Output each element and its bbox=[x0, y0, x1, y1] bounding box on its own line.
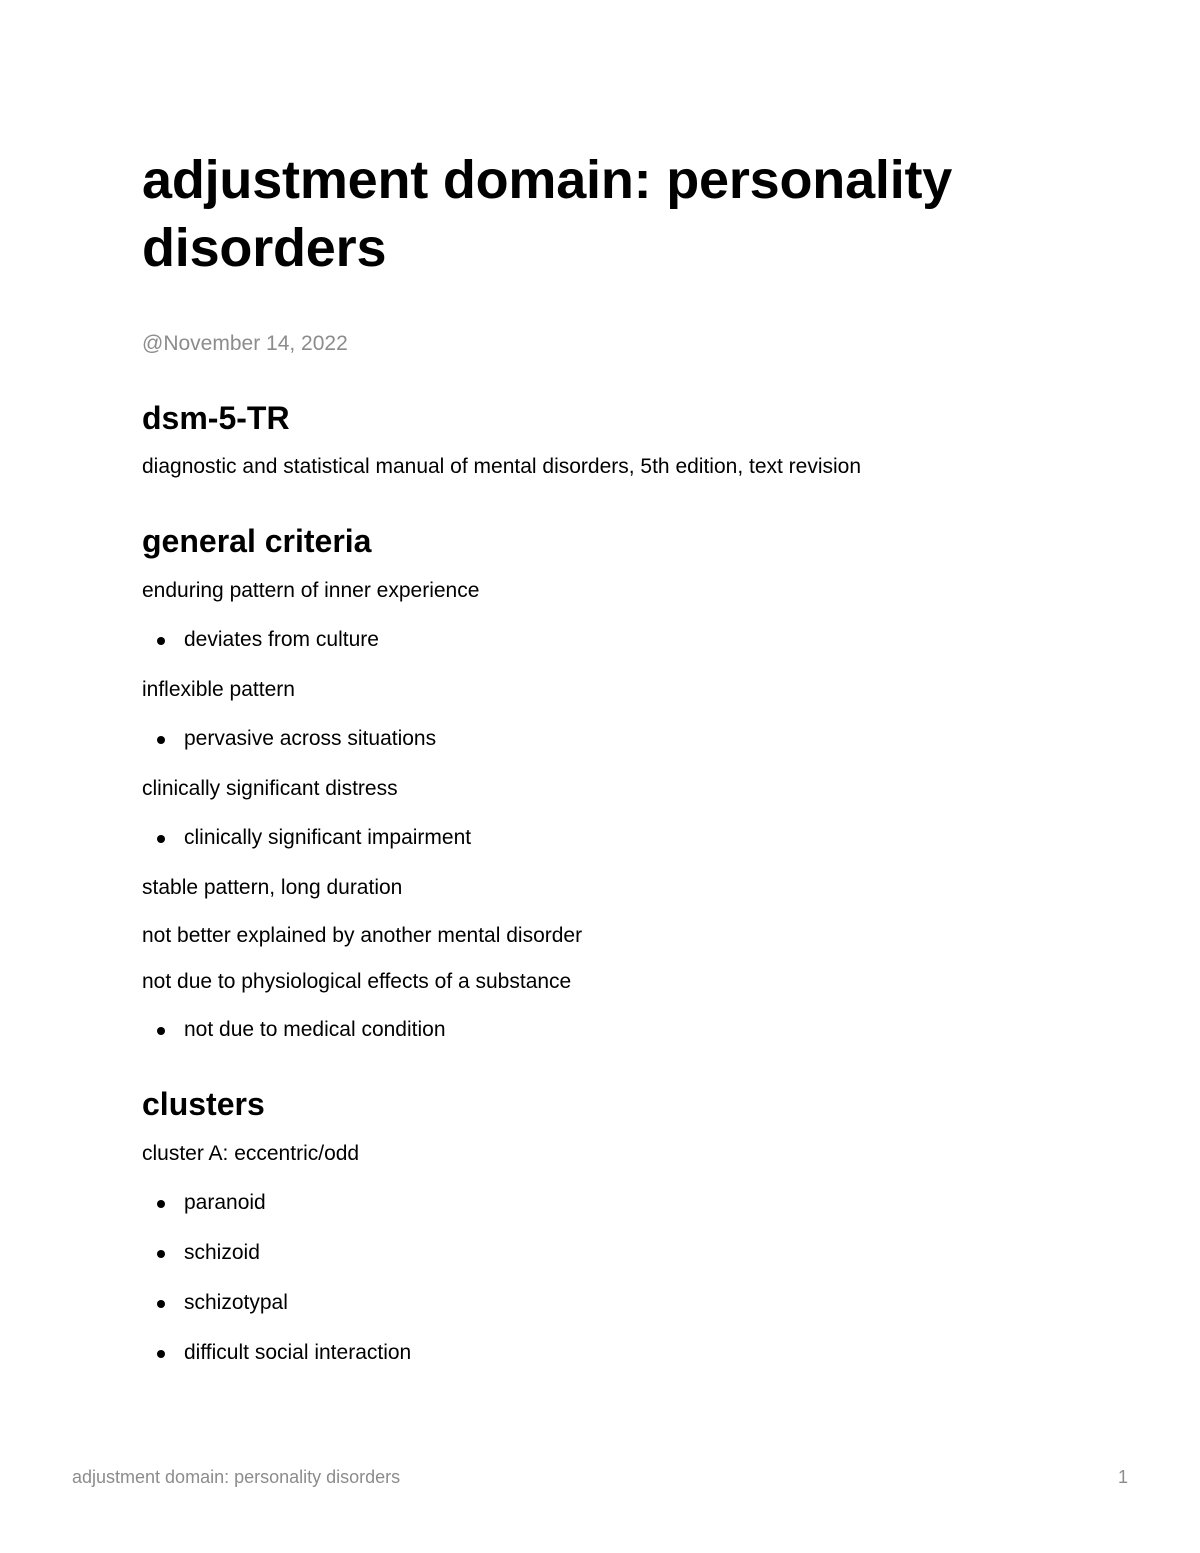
heading-general-criteria: general criteria bbox=[142, 523, 372, 559]
criteria-text: not due to physiological effects of a substance bbox=[142, 970, 572, 993]
bullet-icon bbox=[157, 637, 165, 645]
bullet-icon bbox=[157, 835, 165, 843]
bullet-icon bbox=[157, 1250, 165, 1258]
footer-title: adjustment domain: personality disorders bbox=[72, 1467, 401, 1487]
page-number: 1 bbox=[1117, 1467, 1128, 1487]
list-item bbox=[184, 1289, 288, 1317]
bullet-icon bbox=[157, 736, 165, 744]
bullet-icon bbox=[157, 1300, 165, 1308]
list-item bbox=[184, 725, 436, 753]
bullet-icon bbox=[157, 1027, 165, 1035]
list-item-text: clinically significant impairment bbox=[184, 826, 472, 849]
list-item bbox=[184, 1189, 266, 1217]
page-date: @November 14, 2022 bbox=[142, 332, 348, 355]
criteria-text: inflexible pattern bbox=[142, 678, 295, 701]
heading-clusters: clusters bbox=[142, 1086, 265, 1122]
criteria-text: stable pattern, long duration bbox=[142, 876, 403, 899]
criteria-text: enduring pattern of inner experience bbox=[142, 579, 480, 602]
list-item bbox=[184, 824, 471, 852]
bullet-icon bbox=[157, 1200, 165, 1208]
list-item-text: paranoid bbox=[184, 1191, 266, 1214]
criteria-text: clinically significant distress bbox=[142, 777, 398, 800]
list-item bbox=[184, 626, 379, 654]
list-item-text: schizoid bbox=[184, 1241, 260, 1264]
list-item-text: schizotypal bbox=[184, 1291, 288, 1314]
list-item bbox=[184, 1339, 411, 1367]
page-title: adjustment domain: personality disorders bbox=[142, 150, 953, 278]
list-item-text: pervasive across situations bbox=[184, 727, 437, 750]
bullet-icon bbox=[157, 1350, 165, 1358]
list-item-text: not due to medical condition bbox=[184, 1018, 446, 1041]
dsm-description: diagnostic and statistical manual of mental disorders, 5th edition, text revision bbox=[142, 455, 862, 478]
list-item-text: deviates from culture bbox=[184, 628, 379, 651]
list-item-text: difficult social interaction bbox=[184, 1341, 412, 1364]
list-item bbox=[184, 1239, 260, 1267]
cluster-text: cluster A: eccentric/odd bbox=[142, 1142, 360, 1165]
heading-dsm: dsm-5-TR bbox=[142, 400, 290, 436]
criteria-text: not better explained by another mental disorder bbox=[142, 924, 583, 947]
list-item bbox=[184, 1016, 446, 1044]
